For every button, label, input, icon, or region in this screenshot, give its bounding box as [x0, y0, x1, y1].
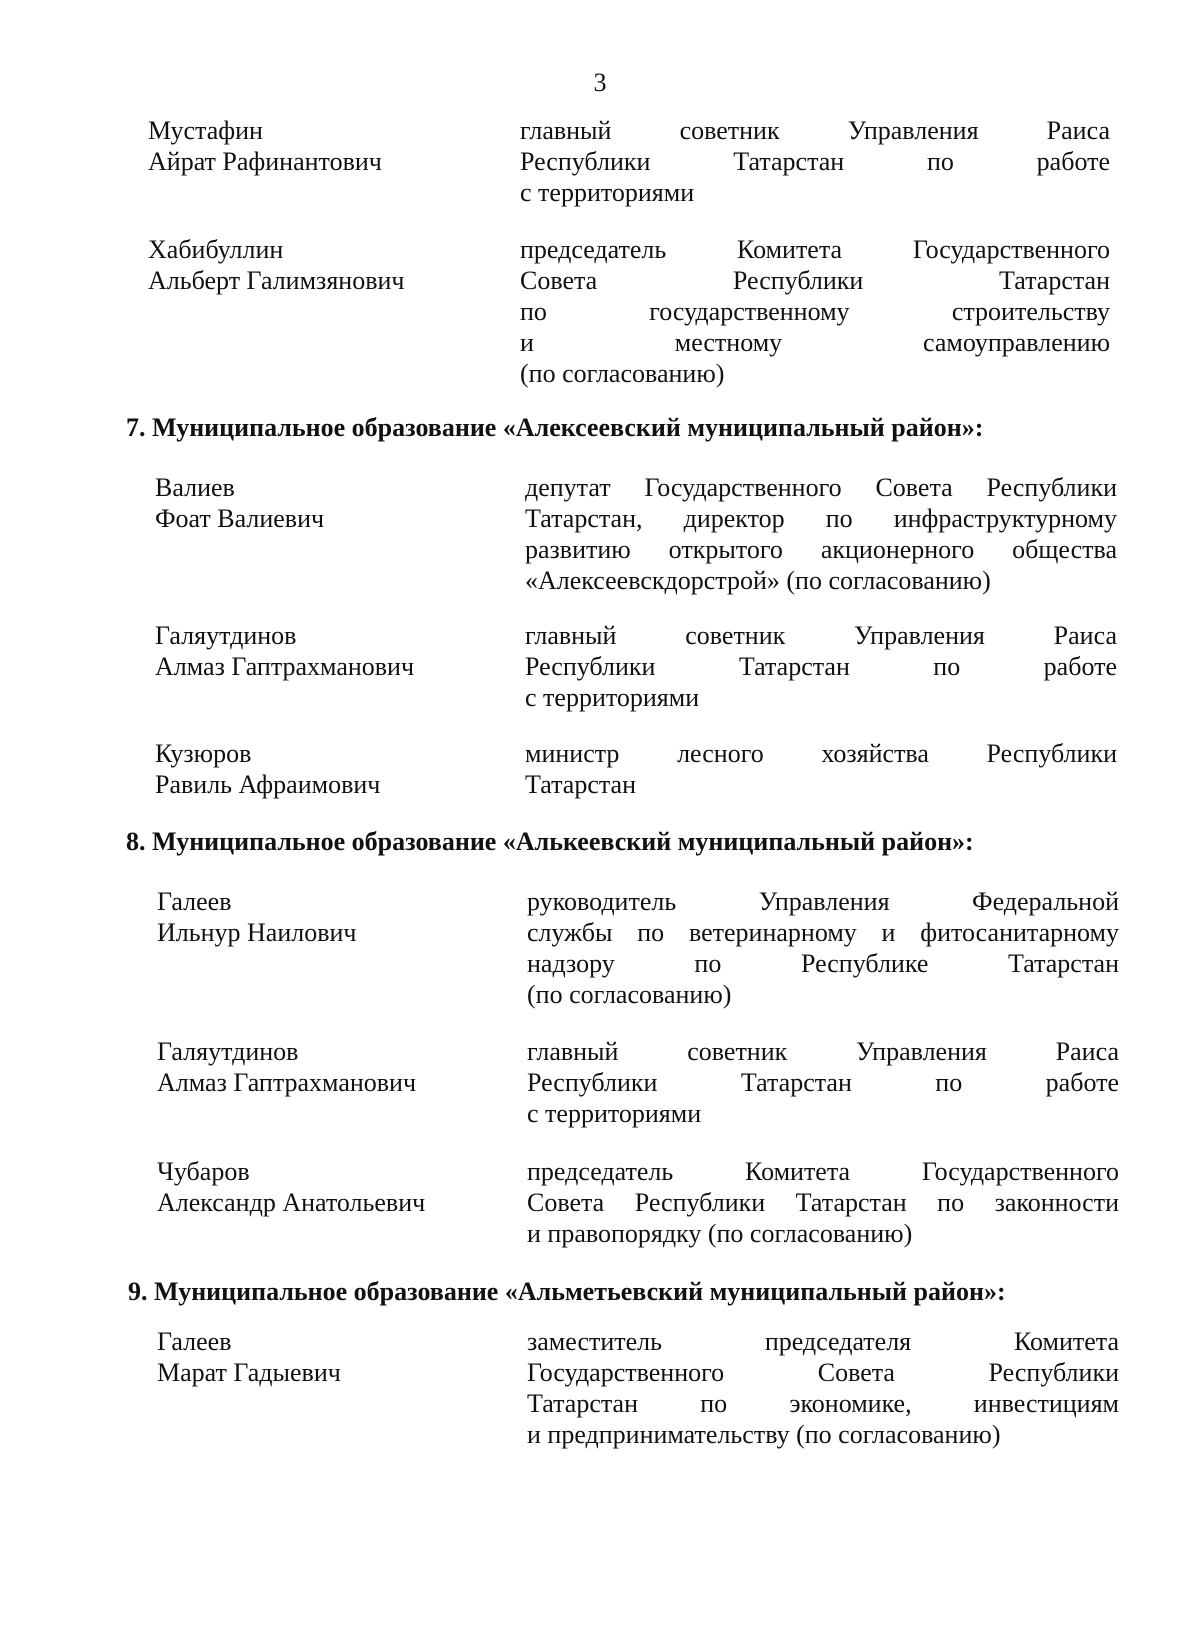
position-line: главный советник Управления Раиса [520, 116, 1110, 145]
member-given-name: Равиль Афраимович [155, 770, 381, 799]
position-line: и местному самоуправлению [520, 328, 1110, 357]
member-name [148, 234, 488, 296]
member-name [157, 1156, 497, 1218]
position-line: Совета Республики Татарстан [520, 266, 1110, 295]
member-name [157, 1326, 497, 1388]
section-heading-8: 8. Муниципальное образование «Алькеевский муниципальный район»: [126, 827, 974, 856]
member-surname: Мустафин [148, 116, 263, 145]
member-given-name: Фоат Валиевич [155, 504, 325, 533]
position-line: Татарстан [525, 770, 636, 799]
member-given-name: Алмаз Гаптрахманович [155, 652, 415, 681]
position-line: с территориями [520, 178, 695, 207]
position-line: председатель Комитета Государственного [527, 1157, 1119, 1186]
member-surname: Галяутдинов [155, 621, 297, 650]
member-surname: Галеев [157, 887, 232, 916]
position-line: депутат Государственного Совета Республики [525, 473, 1117, 502]
member-name [157, 886, 497, 948]
member-name [155, 620, 495, 682]
position-line: Татарстан по экономике, инвестициям [527, 1389, 1119, 1418]
position-line: руководитель Управления Федеральной [527, 887, 1119, 916]
member-position [527, 1036, 1119, 1129]
member-name [157, 1036, 497, 1098]
member-name [155, 472, 495, 534]
position-line: Совета Республики Татарстан по законности [527, 1188, 1119, 1217]
member-position [527, 1156, 1119, 1249]
position-line: с территориями [525, 683, 700, 712]
member-surname: Чубаров [157, 1157, 250, 1186]
member-surname: Валиев [155, 473, 235, 502]
position-line: «Алексеевскдорстрой» (по согласованию) [525, 566, 991, 595]
member-position [520, 234, 1110, 389]
member-given-name: Алмаз Гаптрахманович [157, 1068, 417, 1097]
position-line: Татарстан, директор по инфраструктурному [525, 504, 1117, 533]
member-position [525, 738, 1117, 800]
position-line: с территориями [527, 1099, 702, 1128]
member-name [155, 738, 495, 800]
member-given-name: Айрат Рафинантович [148, 147, 382, 176]
member-position [525, 472, 1117, 596]
position-line: службы по ветеринарному и фитосанитарному [527, 918, 1119, 947]
member-name [148, 115, 488, 177]
position-line: Республики Татарстан по работе [527, 1068, 1119, 1097]
position-line: и правопорядку (по согласованию) [527, 1219, 913, 1248]
member-given-name: Альберт Галимзянович [148, 266, 405, 295]
position-line: председатель Комитета Государственного [520, 235, 1110, 264]
position-line: развитию открытого акционерного общества [525, 535, 1117, 564]
position-line: министр лесного хозяйства Республики [525, 739, 1117, 768]
member-surname: Галяутдинов [157, 1037, 299, 1066]
position-line: главный советник Управления Раиса [527, 1037, 1119, 1066]
page-number: 3 [593, 68, 607, 97]
member-surname: Кузюров [155, 739, 252, 768]
member-surname: Галеев [157, 1327, 232, 1356]
member-position [525, 620, 1117, 713]
member-surname: Хабибуллин [148, 235, 284, 264]
position-line: по государственному строительству [520, 297, 1110, 326]
position-line: заместитель председателя Комитета [527, 1327, 1119, 1356]
member-position [520, 115, 1110, 208]
position-line: главный советник Управления Раиса [525, 621, 1117, 650]
member-given-name: Ильнур Наилович [157, 918, 357, 947]
member-position [527, 1326, 1119, 1450]
position-line: (по согласованию) [527, 980, 732, 1009]
position-line: (по согласованию) [520, 359, 725, 388]
position-line: надзору по Республике Татарстан [527, 949, 1119, 978]
position-line: и предпринимательству (по согласованию) [527, 1420, 1001, 1449]
member-position [527, 886, 1119, 1010]
section-heading-7: 7. Муниципальное образование «Алексеевский муниципальный район»: [126, 413, 984, 442]
member-given-name: Александр Анатольевич [157, 1188, 426, 1217]
position-line: Республики Татарстан по работе [525, 652, 1117, 681]
position-line: Государственного Совета Республики [527, 1358, 1119, 1387]
position-line: Республики Татарстан по работе [520, 147, 1110, 176]
section-heading-9: 9. Муниципальное образование «Альметьевский муниципальный район»: [128, 1277, 1006, 1306]
member-given-name: Марат Гадыевич [157, 1358, 341, 1387]
